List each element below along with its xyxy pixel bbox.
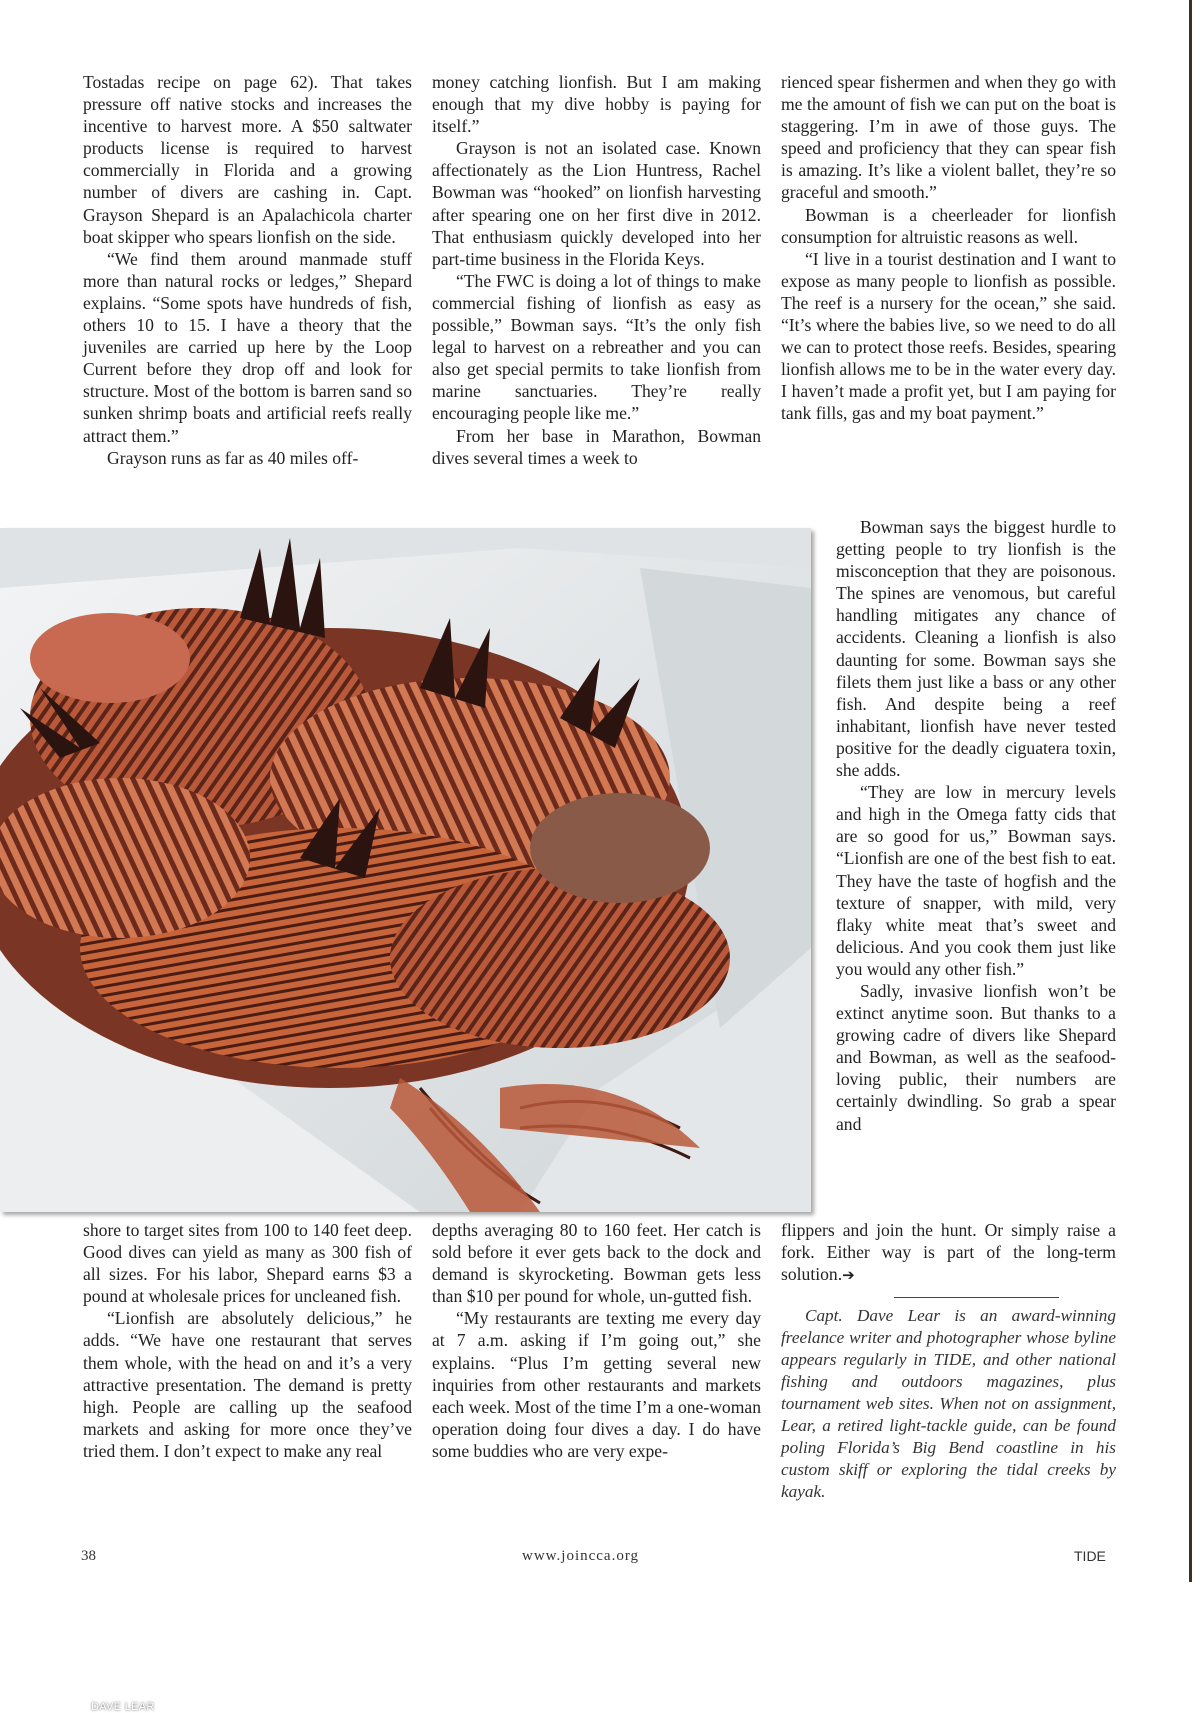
paragraph: Sadly, invasive lionfish won’t be extinct anytime soon. But thanks to a growing cadre of divers like Shepard and Bowman, as well as the seafood-loving public, their numbers are certainly dwindling. So grab a spear and: [836, 980, 1116, 1134]
article-column-3-top: [781, 71, 1116, 425]
author-bio: [781, 1305, 1116, 1503]
paragraph: “My restaurants are texting me every day at 7 a.m. asking if I’m going out,” she explains. “Plus I’m getting several new inquiries from other restaurants and markets each week. Most of the time I’m a one-woman operation doing four dives a day. I do have some buddies who are very expe-: [432, 1308, 761, 1461]
page-edge-line: [1189, 0, 1192, 1582]
paragraph: “Lionfish are absolutely delicious,” he adds. “We have one restaurant that serves them whole, with the head on and it’s a very attractive presentation. The demand is pretty high. People are calling up the seafood markets and asking for more once they’ve tried them. I don’t expect to make any real: [83, 1308, 412, 1461]
article-column-3-bottom: [781, 1219, 1116, 1287]
end-mark-icon: ➔: [842, 1268, 855, 1285]
paragraph: “I live in a tourist destination and I want to expose as many people to lionfish as possible. The reef is a nursery for the ocean,” she said. “It’s where the babies live, so we need to do all we can to protect those reefs. Besides, spearing lionfish allows me to be in the water every day. I haven’t made a profit yet, but I am paying for tank fills, gas and my boat payment.”: [781, 248, 1116, 424]
closing-text: flippers and join the hunt. Or simply raise a fork. Either way is part of the long-term solution.: [781, 1220, 1116, 1285]
article-column-1-bottom: [83, 1219, 412, 1462]
paragraph: rienced spear fishermen and when they go with me the amount of fish we can put on the boat is staggering. I’m in awe of those guys. The speed and proficiency that they can spear fish is amazing. It’s like a violent ballet, they’re so graceful and smooth.”: [781, 72, 1116, 203]
photo-credit: DAVE LEAR: [91, 1701, 155, 1713]
paragraph: Grayson runs as far as 40 miles off-: [107, 447, 359, 468]
article-column-1-top: [83, 71, 412, 469]
paragraph: From her base in Marathon, Bowman dives several times a week to: [432, 425, 761, 468]
paragraph: [781, 1219, 1116, 1287]
bio-divider: [894, 1297, 1059, 1298]
page-number: 38: [81, 1548, 96, 1564]
paragraph: depths averaging 80 to 160 feet. Her catch is sold before it ever gets back to the dock and demand is skyrocketing. Bowman gets less than $10 per pound for whole, un-gutted fish.: [432, 1220, 761, 1307]
paragraph: Grayson is not an isolated case. Known affectionately as the Lion Huntress, Rachel Bowman was “hooked” on lionfish harvesting after spearing one on her first dive in 2012. That enthusiasm quickly developed into her part-time business in the Florida Keys.: [432, 138, 761, 269]
paragraph: money catching lionfish. But I am making enough that my dive hobby is paying for itself.”: [432, 72, 761, 137]
paragraph: “They are low in mercury levels and high in the Omega fatty cids that are so good for us,” Bowman says. “Lionfish are one of the best fish to eat. They have the taste of hogfish and the texture of snapper, with mild, very flaky white meat that’s sweet and delicious. And you cook them just like you would any other fish.”: [836, 782, 1116, 979]
magazine-name: TIDE: [1074, 1548, 1106, 1564]
paragraph: Bowman is a cheerleader for lionfish consumption for altruistic reasons as well.: [781, 204, 1116, 247]
paragraph: “The FWC is doing a lot of things to make commercial fishing of lionfish as easy as possible,” Bowman says. “It’s the only fish legal to harvest on a rebreather and you can also get special permits to take lionfish from marine sanctuaries. They’re really encouraging people like me.”: [432, 270, 761, 424]
paragraph: shore to target sites from 100 to 140 feet deep. Good dives can yield as many as 300 fish of all sizes. For his labor, Shepard earns $3 a pound at wholesale prices for uncleaned fish.: [83, 1220, 412, 1307]
article-column-2-top: [432, 71, 761, 469]
footer-url: www.joincca.org: [522, 1548, 640, 1564]
article-column-2-bottom: [432, 1219, 761, 1462]
paragraph: “We find them around manmade stuff more than natural rocks or ledges,” Shepard explains. “Some spots have hundreds of fish, others 10 to 15. I have a theory that the juveniles are carried up here by the Loop Current before they drop off and look for structure. Most of the bottom is barren sand so sunken shrimp boats and artificial reefs really attract them.”: [83, 248, 412, 446]
paragraph: Bowman says the biggest hurdle to getting people to try lionfish is the misconception that they are poisonous. The spines are venomous, but careful handling mitigates any chance of accidents. Cleaning a lionfish is also daunting for some. Bowman says she filets them just like a bass or any other fish. And despite being a reef inhabitant, lionfish have never tested positive for the deadly ciguatera toxin, she adds.: [836, 517, 1116, 781]
lionfish-photo-art: [0, 528, 811, 1212]
article-column-3-narrow: [836, 516, 1116, 1135]
paragraph: Tostadas recipe on page 62). That takes pressure off native stocks and increases the incentive to harvest more. A $50 saltwater products license is required to harvest commercially in Florida and a growing number of divers are cashing in. Capt. Grayson Shepard is an Apalachicola charter boat skipper who spears lionfish on the side.: [83, 72, 412, 247]
author-bio-text: Capt. Dave Lear is an award-winning freelance writer and photographer whose byline appears regularly in TIDE, and other national fishing and outdoors magazines, plus tournament web sites. When not on assignment, Lear, a retired light-tackle guide, can be found poling Florida’s Big Bend coastline in his custom skiff or exploring the tidal creeks by kayak.: [781, 1306, 1116, 1501]
